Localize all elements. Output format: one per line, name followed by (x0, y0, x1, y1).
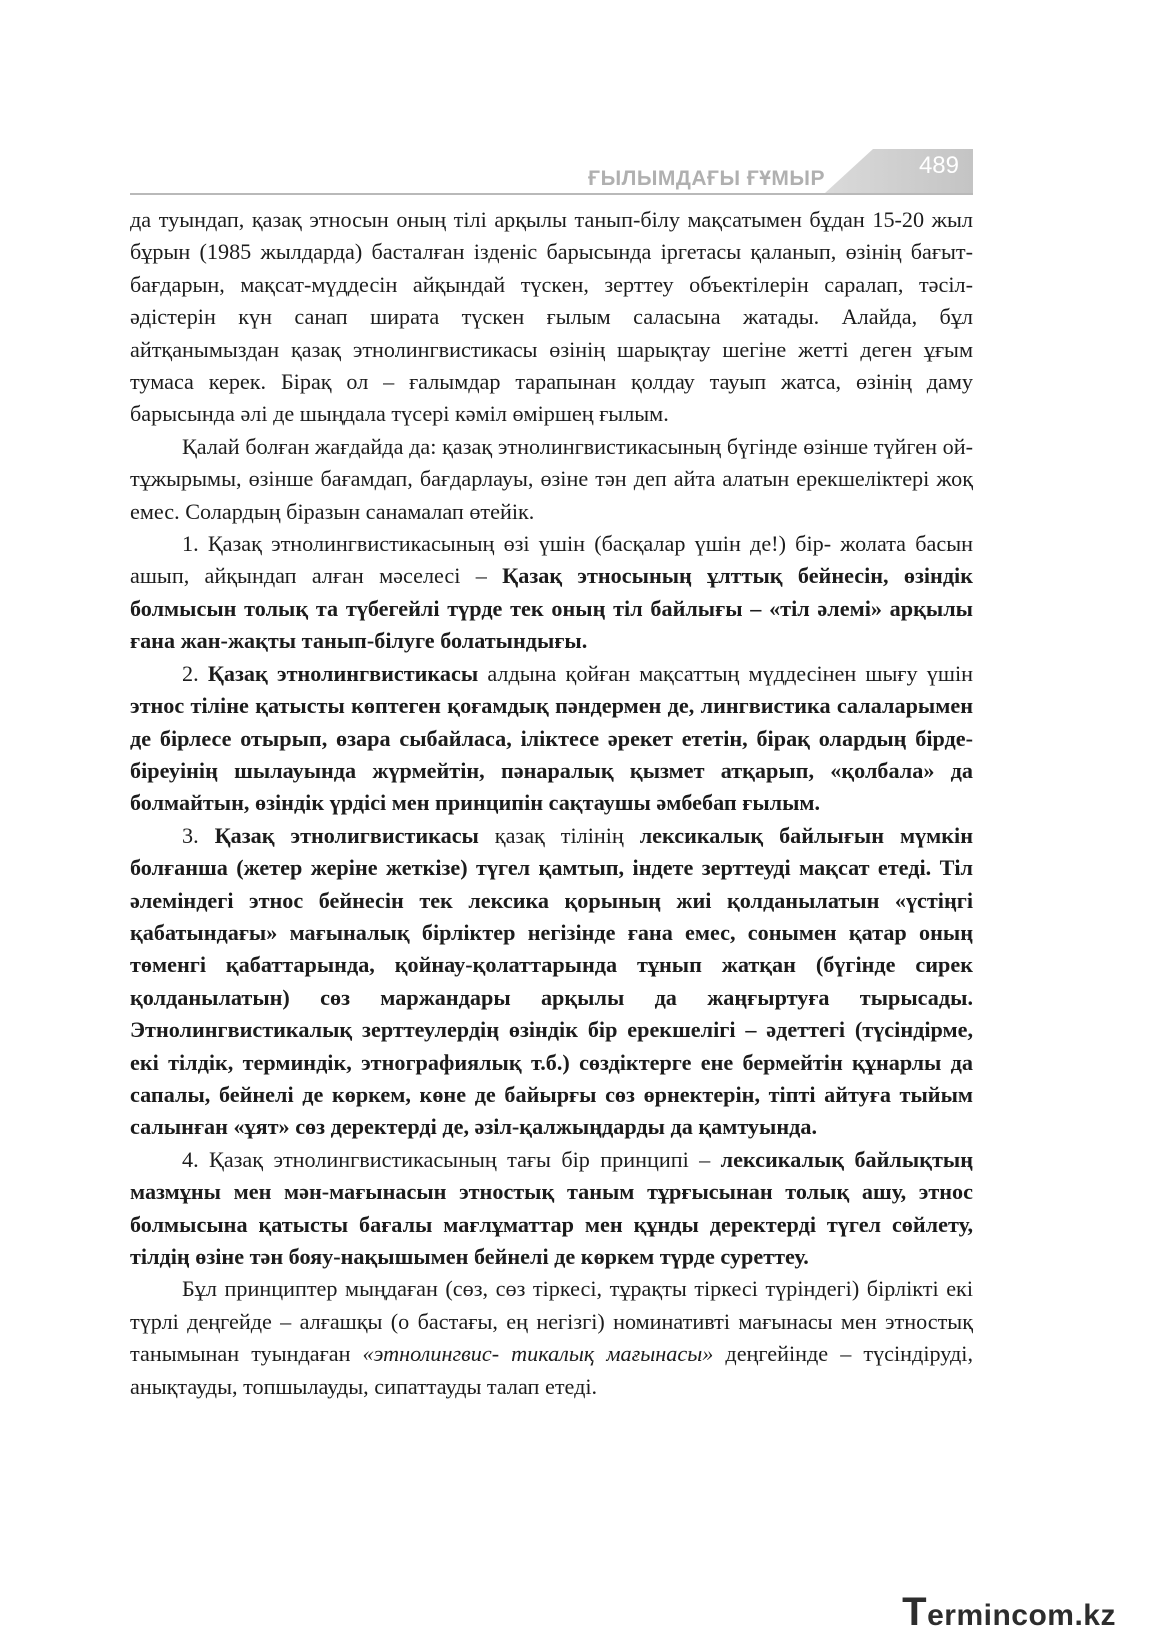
text-run: Бұл принциптер мыңдаған (сөз, сөз тіркесі, тұрақты тіркесі түріндегі) бірлікті екі түрлі деңгейде – алғашқы (о бастағы, ең негізгі) номинативті мағынасы мен этностық танымынан туындаған (130, 1276, 973, 1367)
text-run: 1. Қазақ этнолингвистикасының өзі үшін (басқалар үшін де!) бір- жолата басын ашып, айқындап алған мәселесі – (130, 531, 973, 589)
text-run: Қазақ этнолигвистикасы (214, 822, 479, 848)
magnifier-icon: o (1028, 1599, 1048, 1632)
text-run: Қазақ этносының ұлттық бейнесін, өзіндік болмысын толық та түбегейлі түрде тек оның тіл байлығы – «тіл әлемі» арқылы ғана жан-жақты танып-білуге болатындығы. (130, 563, 973, 654)
text-run: Қалай болған жағдайда да: қазақ этнолингвистикасының бүгінде өзінше түйген ой-тұжырымы, өзінше бағамдап, бағдарлауы, өзіне тән деп айта алатын ерекшеліктері жоқ емес. Солардың біразын санамалап өтейік. (130, 433, 973, 524)
text-run: 4. Қазақ этнолингвистикасының тағы бір принципі – (182, 1146, 721, 1172)
paragraph (130, 1273, 973, 1403)
text-run: лексикалық байлықтың мазмұны мен мән-мағынасын этностық таным тұрғысынан толық ашу, этнос болмысына қатысты бағалы мағлұматтар мен құнды деректерді түгел сөйлету, тілдің өзіне тән бояу-нақышымен бейнелі де көркем түрде суреттеу. (130, 1146, 973, 1269)
body-text (130, 204, 973, 1403)
text-run: алдына қойған мақсаттың мүддесінен шығу үшін (478, 660, 974, 686)
paragraph (130, 658, 973, 820)
paragraph (130, 820, 973, 1144)
watermark-logo: Termincom.kz (902, 1590, 1116, 1634)
text-run: Қазақ этнолингвистикасы (207, 660, 479, 686)
text-run: лексикалық байлығын мүмкін болғанша (жетер жеріне жеткізе) түгел қамтып, індете зерттеуді мақсат етеді. Тіл әлеміндегі этнос бейнесін тек лексика қорының жиі қолданылатын «үстіңгі қабатындағы» мағыналық бірліктер негізінде ғана емес, сонымен қатар оның төменгі қабаттарында, қойнау-қолаттарында тұнып жатқан (бүгінде сирек қолданылатын) сөз маржандары арқылы да жаңғыртуға тырысады. Этнолингвистикалық зерттеулердің өзіндік бір ерекшелігі – әдеттегі (түсіндірме, екі тілдік, терминдік, этнографиялық т.б.) сөздіктерге ене бермейтін құнарлы да сапалы, бейнелі де көркем, көне де байырғы сөз өрнектерін, тіпті айтуға тыйым салынған «ұят» сөз деректерді де, әзіл-қалжыңдарды да қамтуында. (130, 822, 973, 1140)
paragraph (130, 1144, 973, 1274)
page-number: 489 (918, 152, 959, 179)
page-header (130, 147, 973, 195)
paragraph (130, 204, 973, 431)
text-run: «этнолингвис- тикалық мағынасы» (362, 1341, 714, 1367)
paragraph (130, 528, 973, 658)
text-run: да туындап, қазақ этносын оның тілі арқылы танып-білу мақсатымен бұдан 15-20 жыл бұрын (1985 жылдарда) басталған ізденіс барысында іргетасы қаланып, өзінің бағыт-бағдарын, мақсат-мүддесін айқындай түскен, зерттеу объектілерін саралап, тәсіл-әдістерін күн санап ширата түскен ғылым саласына жатады. Алайда, бұл айтқанымыздан қазақ этнолингвистикасы өзінің шарықтау шегіне жетті деген ұғым тумаса керек. Бірақ ол – ғалымдар тарапынан қолдау тауып жатса, өзінің даму барысында әлі де шыңдала түсері кәміл өміршең ғылым. (130, 207, 973, 427)
text-run: 2. (182, 660, 208, 686)
text-run: деңгейінде – түсіндіруді, анықтауды, топшылауды, сипаттауды талап етеді. (130, 1341, 973, 1399)
running-title: ҒЫЛЫМДАҒЫ ҒҰМЫР (588, 167, 825, 190)
text-run: қазақ тілінің (478, 822, 640, 848)
text-run: этнос тіліне қатысты көптеген қоғамдық пәндермен де, лингвистика салаларымен де бірлесе отырып, өзара сыбайласа, іліктесе әрекет ететін, бірақ олардың бірде-біреуінің шылауында жүрмейтін, пәнаралық қызмет атқарып, «қолбала» да болмайтын, өзіндік үрдісі мен принципін сақтаушы әмбебап ғылым. (130, 693, 973, 816)
paragraph (130, 431, 973, 528)
text-run: 3. (182, 822, 215, 848)
header-rule (130, 193, 973, 195)
